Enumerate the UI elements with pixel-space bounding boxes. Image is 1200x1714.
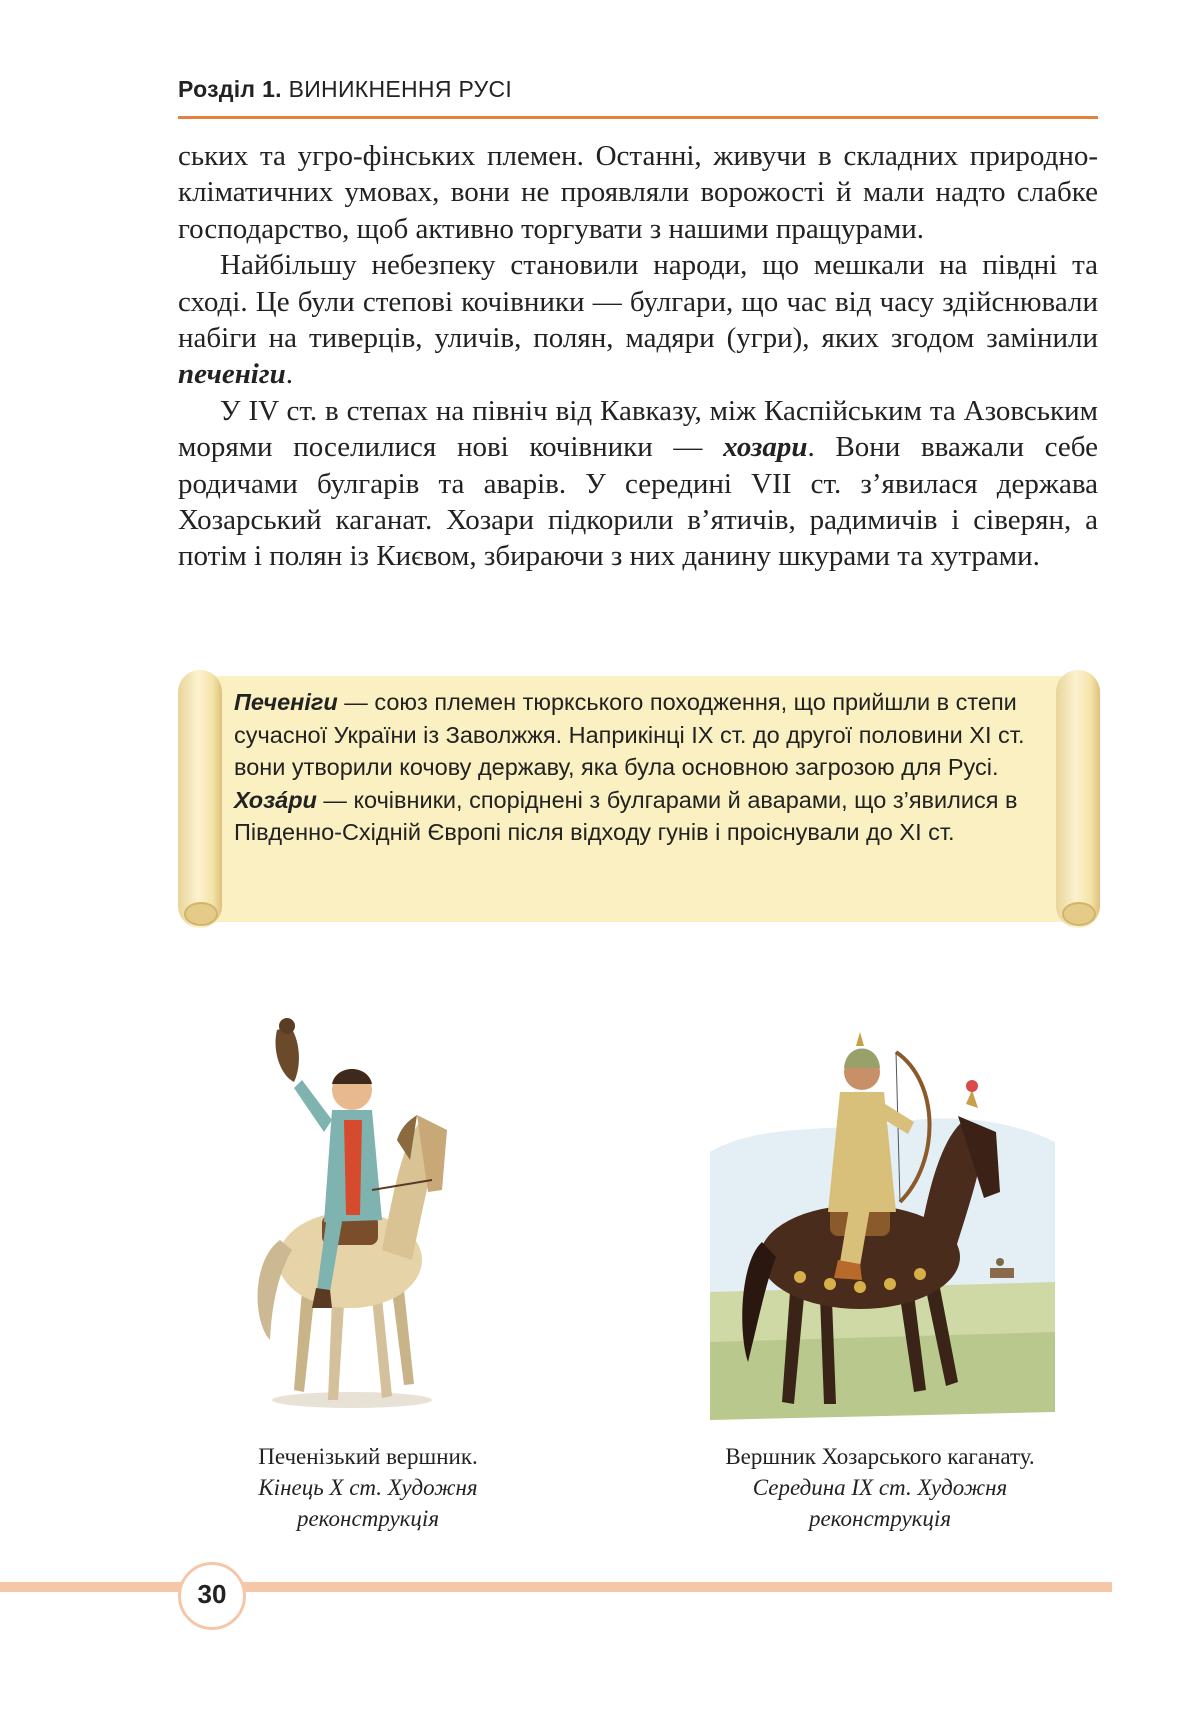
scroll-roll-left <box>178 670 222 928</box>
page-number: 30 <box>178 1562 246 1630</box>
section-label: Розділ <box>178 76 256 102</box>
definition-term: Хозáри <box>234 786 317 813</box>
caption-title: Печенізький вершник. <box>258 1444 478 1469</box>
paragraph-3-text: У IV ст. в степах на північ від Кавказу, між Каспійським та Азовським морями поселилися нові кочівники — <box>178 394 1098 464</box>
pecheneg-rider-illustration <box>232 960 472 1420</box>
term-pechenihy: печеніги <box>178 358 286 391</box>
figure-caption-1 <box>198 1441 538 1534</box>
figure-caption-2 <box>700 1441 1060 1534</box>
paragraph-3-rest: . Вони вважали себе родичами булгарів та аварів. У середині VII ст. з’явилася держава Хозарський каганат. Хозари підкорили в’ятичів, радимичів і сіверян, а потім і полян із Києвом, збираючи з них данину шкурами та хутрами. <box>178 431 1098 573</box>
definition-scroll <box>178 670 1100 928</box>
caption-date: Середина IX ст. Художня реконструкція <box>752 1475 1008 1531</box>
definition-text: — кочівники, споріднені з булгарами й аварами, що з’явилися в Південно-Східній Європі після відходу гунів і проіснували до XI ст. <box>234 786 1018 845</box>
body-text <box>178 138 1098 575</box>
footer-bar <box>0 1582 1112 1592</box>
definition-item <box>234 686 1052 784</box>
khazar-rider-illustration <box>700 1012 1060 1432</box>
section-number: 1. <box>262 76 282 102</box>
caption-title: Вершник Хозарського каганату. <box>725 1444 1035 1469</box>
paragraph-2-text: Найбільшу небезпеку становили народи, що мешкали на півдні та сході. Це були степові кочівники — булгари, що час від часу здійснювали набіги на тиверців, уличів, полян, мадяри (угри), яких згодом замінили <box>178 249 1098 355</box>
paragraph-3 <box>178 393 1098 575</box>
paragraph-1: ських та угро-фінських племен. Останні, живучи в складних природно-кліматичних умовах, вони не проявляли ворожості й мали надто слабке господарство, щоб активно торгувати з нашими пращурами. <box>178 140 1098 245</box>
definitions-box <box>234 686 1052 849</box>
section-title: ВИНИКНЕННЯ РУСІ <box>288 76 513 102</box>
pecheneg-rider-image <box>232 960 472 1420</box>
paragraph-2-end: . <box>285 358 293 391</box>
caption-date: Кінець X ст. Художня реконструкція <box>258 1475 478 1531</box>
paragraph-2 <box>178 247 1098 393</box>
chapter-header <box>178 76 1098 119</box>
term-khozary: хозари <box>723 431 808 464</box>
scroll-roll-right <box>1056 670 1100 928</box>
definition-text: — союз племен тюркського походження, що прийшли в степи сучасної України із Заволжжя. Наприкінці IX ст. до другої половини XI ст. вони утворили кочову державу, яка була основною загрозою для Русі. <box>234 689 1025 780</box>
definition-term: Печеніги <box>234 689 338 715</box>
khazar-rider-image <box>700 1012 1060 1432</box>
definition-item <box>234 784 1052 849</box>
